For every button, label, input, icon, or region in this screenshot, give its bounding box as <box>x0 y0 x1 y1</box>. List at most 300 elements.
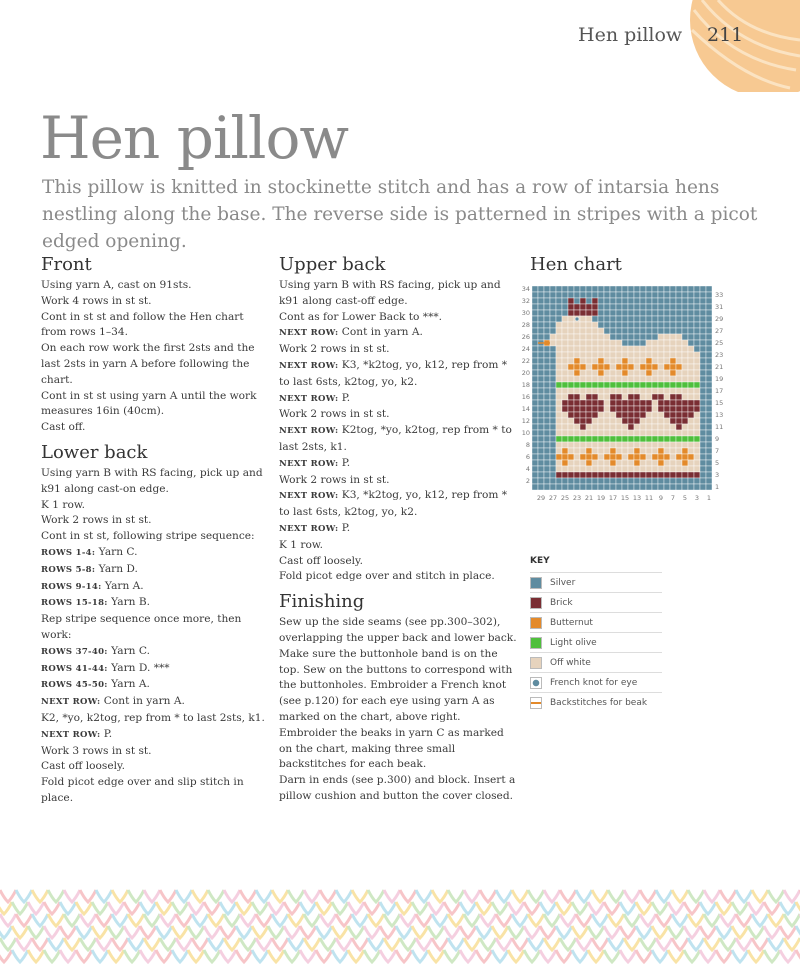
chart-cell <box>670 442 676 448</box>
chart-cell <box>580 382 586 388</box>
chart-cell <box>598 340 604 346</box>
chart-cell <box>604 364 610 370</box>
chart-cell <box>556 406 562 412</box>
chart-cell <box>532 454 538 460</box>
chart-cell <box>598 292 604 298</box>
chart-cell <box>622 442 628 448</box>
knit-stitch <box>768 890 784 902</box>
chart-cell <box>658 292 664 298</box>
chart-cell <box>574 364 580 370</box>
chart-cell <box>616 436 622 442</box>
chart-cell <box>640 466 646 472</box>
chart-cell <box>610 466 616 472</box>
chart-cell <box>622 466 628 472</box>
y-tick-label: 32 <box>521 297 530 305</box>
knit-stitch <box>512 890 528 902</box>
chart-cell <box>646 442 652 448</box>
key-item <box>530 672 662 692</box>
chart-cell <box>682 346 688 352</box>
knit-stitch <box>784 890 800 902</box>
chart-cell <box>538 478 544 484</box>
chart-cell <box>670 478 676 484</box>
chart-cell <box>700 412 706 418</box>
knit-stitch <box>144 938 160 950</box>
chart-cell <box>610 454 616 460</box>
knit-stitch <box>208 890 224 902</box>
chart-cell <box>700 316 706 322</box>
chart-cell <box>694 406 700 412</box>
knit-stitch <box>284 950 300 962</box>
chart-cell <box>706 376 712 382</box>
chart-cell <box>580 400 586 406</box>
chart-cell <box>556 430 562 436</box>
chart-cell <box>544 484 550 490</box>
chart-cell <box>682 310 688 316</box>
page-title: Hen pillow <box>40 104 349 172</box>
chart-cell <box>628 346 634 352</box>
chart-cell <box>628 304 634 310</box>
chart-cell <box>688 316 694 322</box>
knit-stitch <box>512 914 528 926</box>
chart-cell <box>688 406 694 412</box>
chart-cell <box>670 382 676 388</box>
chart-cell <box>700 424 706 430</box>
knit-stitch <box>28 902 44 914</box>
chart-cell <box>556 346 562 352</box>
y-tick-label: 27 <box>715 327 724 335</box>
y-tick-label: 2 <box>525 477 530 485</box>
chart-cell <box>670 328 676 334</box>
chart-cell <box>550 394 556 400</box>
chart-cell <box>694 292 700 298</box>
chart-cell <box>706 358 712 364</box>
chart-cell <box>586 448 592 454</box>
knit-stitch <box>604 902 620 914</box>
knit-stitch <box>140 926 156 938</box>
chart-cell <box>682 388 688 394</box>
chart-cell <box>538 298 544 304</box>
chart-cell <box>610 412 616 418</box>
chart-cell <box>694 316 700 322</box>
chart-cell <box>532 448 538 454</box>
y-tick-label: 6 <box>525 453 530 461</box>
chart-cell <box>670 448 676 454</box>
front-line: Using yarn A, cast on 91sts. <box>41 279 192 291</box>
knit-stitch <box>480 914 496 926</box>
chart-cell <box>622 406 628 412</box>
chart-cell <box>706 472 712 478</box>
knit-stitch <box>720 938 736 950</box>
x-tick-label: 7 <box>670 494 676 502</box>
chart-cell <box>604 346 610 352</box>
chart-cell <box>706 316 712 322</box>
chart-cell <box>634 340 640 346</box>
chart-cell <box>700 478 706 484</box>
chart-cell <box>634 448 640 454</box>
knit-stitch <box>656 890 672 902</box>
chart-cell <box>562 436 568 442</box>
chart-cell <box>568 412 574 418</box>
knit-stitch <box>700 950 716 962</box>
knit-stitch <box>448 890 464 902</box>
chart-cell <box>658 448 664 454</box>
chart-cell <box>676 346 682 352</box>
chart-cell <box>670 322 676 328</box>
chart-cell <box>670 466 676 472</box>
chart-cell <box>670 352 676 358</box>
chart-cell <box>562 292 568 298</box>
knit-stitch <box>604 926 620 938</box>
chart-cell <box>622 400 628 406</box>
chart-cell <box>574 340 580 346</box>
chart-cell <box>670 340 676 346</box>
chart-cell <box>628 340 634 346</box>
chart-cell <box>580 376 586 382</box>
chart-cell <box>586 352 592 358</box>
knit-stitch <box>332 926 348 938</box>
knit-stitch <box>668 950 684 962</box>
chart-cell <box>628 292 634 298</box>
knit-stitch <box>448 914 464 926</box>
chart-cell <box>532 358 538 364</box>
chart-cell <box>616 322 622 328</box>
chart-cell <box>682 334 688 340</box>
chart-cell <box>622 352 628 358</box>
knit-stitch <box>432 890 448 902</box>
chart-cell <box>586 442 592 448</box>
chart-cell <box>682 364 688 370</box>
knit-stitch <box>128 938 144 950</box>
chart-cell <box>616 334 622 340</box>
chart-cell <box>604 286 610 292</box>
chart-cell <box>544 358 550 364</box>
chart-cell <box>556 304 562 310</box>
chart-cell <box>556 436 562 442</box>
chart-cell <box>664 388 670 394</box>
chart-cell <box>658 424 664 430</box>
chart-cell <box>592 352 598 358</box>
left-column <box>41 254 266 807</box>
chart-cell <box>586 436 592 442</box>
chart-cell <box>616 424 622 430</box>
chart-cell <box>544 448 550 454</box>
chart-cell <box>556 298 562 304</box>
chart-cell <box>694 370 700 376</box>
knit-stitch <box>636 902 652 914</box>
chart-cell <box>580 286 586 292</box>
chart-cell <box>604 382 610 388</box>
chart-cell <box>532 472 538 478</box>
next-row: NEXT ROW: K3, *k2tog, yo, k12, rep from * to last 6sts, k2tog, yo, k2. <box>279 358 508 388</box>
knit-stitch <box>0 914 16 926</box>
y-tick-label: 26 <box>521 333 530 341</box>
chart-cell <box>646 316 652 322</box>
chart-cell <box>694 322 700 328</box>
knit-stitch <box>460 926 476 938</box>
knit-stitch <box>620 902 636 914</box>
upper-back-heading: Upper back <box>279 254 386 275</box>
chart-cell <box>688 340 694 346</box>
chart-cell <box>610 304 616 310</box>
chart-cell <box>664 292 670 298</box>
chart-cell <box>610 346 616 352</box>
chart-cell <box>628 436 634 442</box>
chart-cell <box>676 466 682 472</box>
chart-cell <box>598 466 604 472</box>
chart-cell <box>694 394 700 400</box>
chart-cell <box>604 454 610 460</box>
stripe-row: ROWS 15-18: Yarn B. <box>41 596 151 609</box>
chart-cell <box>634 382 640 388</box>
knit-stitch <box>764 902 780 914</box>
stripe-row: ROWS 1-4: Yarn C. <box>41 545 138 558</box>
chart-cell <box>646 346 652 352</box>
chart-cell <box>550 340 556 346</box>
knit-stitch <box>80 914 96 926</box>
chart-cell <box>628 310 634 316</box>
chart-cell <box>586 340 592 346</box>
chart-cell <box>586 310 592 316</box>
knit-stitch <box>396 902 412 914</box>
knit-stitch <box>796 950 800 962</box>
knit-stitch <box>428 926 444 938</box>
knit-stitch <box>0 902 12 914</box>
y-tick-label: 7 <box>715 447 720 455</box>
chart-cell <box>580 460 586 466</box>
knit-stitch <box>236 926 252 938</box>
chart-cell <box>574 286 580 292</box>
knit-stitch <box>768 938 784 950</box>
knit-stitch <box>300 926 316 938</box>
chart-cell <box>544 454 550 460</box>
chart-cell <box>544 466 550 472</box>
chart-cell <box>706 454 712 460</box>
chart-cell <box>706 292 712 298</box>
chart-cell <box>538 388 544 394</box>
chart-cell <box>592 430 598 436</box>
chart-cell <box>682 424 688 430</box>
knit-stitch <box>748 926 764 938</box>
chart-cell <box>640 484 646 490</box>
chart-cell <box>568 328 574 334</box>
chart-cell <box>682 322 688 328</box>
chart-cell <box>598 358 604 364</box>
chart-cell <box>610 316 616 322</box>
chart-cell <box>592 460 598 466</box>
stripe-row: ROWS 45-50: Yarn A. <box>41 678 150 691</box>
chart-cell <box>562 388 568 394</box>
knit-stitch <box>668 902 684 914</box>
chart-cell <box>610 460 616 466</box>
stripe-row: ROWS 5-8: Yarn D. <box>41 562 138 575</box>
stripe-row: ROWS 9-14: Yarn A. <box>41 579 144 592</box>
knit-stitch <box>636 926 652 938</box>
chart-cell <box>568 442 574 448</box>
chart-cell <box>568 322 574 328</box>
chart-cell <box>586 472 592 478</box>
chart-cell <box>568 370 574 376</box>
knit-stitch <box>428 950 444 962</box>
knit-stitch <box>0 890 16 902</box>
chart-cell <box>664 316 670 322</box>
chart-cell <box>586 454 592 460</box>
front-line: Cont in st st and follow the Hen chart from rows 1–34. <box>41 310 244 339</box>
chart-cell <box>694 364 700 370</box>
chart-cell <box>646 292 652 298</box>
chart-cell <box>586 292 592 298</box>
chart-cell <box>532 430 538 436</box>
knit-stitch <box>688 938 704 950</box>
knit-stitch <box>332 950 348 962</box>
chart-cell <box>706 436 712 442</box>
page-number: 211 <box>707 24 744 46</box>
knit-stitch <box>396 950 412 962</box>
knit-stitch <box>716 950 732 962</box>
chart-cell <box>682 442 688 448</box>
knit-stitch <box>156 950 172 962</box>
chart-cell <box>646 340 652 346</box>
knit-stitch <box>272 938 288 950</box>
lower-back-line: Work 2 rows in st st. <box>41 514 152 527</box>
chart-cell <box>676 298 682 304</box>
chart-cell <box>688 394 694 400</box>
chart-cell <box>580 418 586 424</box>
chart-cell <box>580 370 586 376</box>
knit-stitch <box>524 902 540 914</box>
knit-stitch <box>188 950 204 962</box>
chart-cell <box>538 382 544 388</box>
chart-cell <box>682 370 688 376</box>
chart-cell <box>640 310 646 316</box>
y-tick-label: 33 <box>715 291 724 299</box>
chart-cell <box>658 394 664 400</box>
chart-cell <box>640 340 646 346</box>
chart-cell <box>628 400 634 406</box>
x-tick-label: 3 <box>694 494 700 502</box>
front-line: On each row work the first 2sts and the last 2sts in yarn A before following the chart. <box>41 342 255 386</box>
chart-cell <box>562 460 568 466</box>
chart-cell <box>574 310 580 316</box>
chart-cell <box>628 466 634 472</box>
chart-cell <box>694 466 700 472</box>
knit-stitch <box>672 938 688 950</box>
knit-stitch <box>480 938 496 950</box>
chart-cell <box>706 424 712 430</box>
chart-cell <box>694 310 700 316</box>
knit-stitch <box>608 914 624 926</box>
chart-cell <box>622 286 628 292</box>
knit-stitch <box>796 902 800 914</box>
chart-cell <box>574 370 580 376</box>
chart-cell <box>634 424 640 430</box>
knit-stitch <box>16 938 32 950</box>
chart-cell <box>676 328 682 334</box>
chart-cell <box>694 340 700 346</box>
chart-cell <box>628 376 634 382</box>
finishing-heading: Finishing <box>279 591 365 613</box>
chart-cell <box>532 322 538 328</box>
knit-stitch <box>316 950 332 962</box>
chart-cell <box>694 328 700 334</box>
knit-stitch <box>780 926 796 938</box>
chart-cell <box>544 298 550 304</box>
chart-cell <box>532 478 538 484</box>
knit-stitch <box>64 938 80 950</box>
chart-cell <box>550 442 556 448</box>
chart-cell <box>634 346 640 352</box>
chart-cell <box>592 472 598 478</box>
chart-cell <box>670 358 676 364</box>
chart-cell <box>556 454 562 460</box>
chart-cell <box>538 310 544 316</box>
knit-stitch <box>592 890 608 902</box>
chart-cell <box>568 364 574 370</box>
chart-cell <box>682 382 688 388</box>
chart-cell <box>700 322 706 328</box>
chart-cell <box>694 448 700 454</box>
chart-cell <box>580 340 586 346</box>
chart-cell <box>646 304 652 310</box>
chart-cell <box>604 370 610 376</box>
chart-cell <box>568 304 574 310</box>
chart-cell <box>658 346 664 352</box>
knit-stitch <box>96 890 112 902</box>
chart-cell <box>550 436 556 442</box>
chart-cell <box>568 472 574 478</box>
chart-cell <box>580 328 586 334</box>
next-row: NEXT ROW: P. <box>279 391 351 404</box>
chart-cell <box>586 424 592 430</box>
upper-back-line: Work 2 rows in st st. <box>279 473 390 486</box>
chart-cell <box>610 472 616 478</box>
chart-cell <box>706 448 712 454</box>
knit-stitch <box>208 938 224 950</box>
chart-cell <box>688 418 694 424</box>
chart-cell <box>532 388 538 394</box>
knit-stitch <box>224 938 240 950</box>
next-row: NEXT ROW: K3, *k2tog, yo, k12, rep from * to last 6sts, k2tog, yo, k2. <box>279 489 508 519</box>
chart-cell <box>694 346 700 352</box>
chart-cell <box>658 322 664 328</box>
chart-cell <box>694 400 700 406</box>
chart-cell <box>580 358 586 364</box>
knit-stitch <box>736 914 752 926</box>
chart-cell <box>550 424 556 430</box>
knit-stitch <box>128 890 144 902</box>
knit-stitch <box>236 902 252 914</box>
knit-stitch <box>12 902 28 914</box>
knit-stitch <box>44 926 60 938</box>
chart-cell <box>640 394 646 400</box>
lower-back-line: K 1 row. <box>41 498 86 511</box>
knit-stitch <box>320 938 336 950</box>
knit-stitch <box>172 926 188 938</box>
chart-cell <box>676 412 682 418</box>
chart-cell <box>550 304 556 310</box>
y-tick-label: 28 <box>521 321 530 329</box>
chart-cell <box>628 364 634 370</box>
chart-cell <box>652 376 658 382</box>
chart-cell <box>604 424 610 430</box>
chart-cell <box>664 346 670 352</box>
chart-cell <box>580 394 586 400</box>
knit-stitch <box>640 914 656 926</box>
key-item <box>530 572 662 592</box>
y-tick-label: 3 <box>715 471 720 479</box>
y-tick-label: 20 <box>521 369 530 377</box>
y-tick-label: 22 <box>521 357 530 365</box>
chart-cell <box>646 358 652 364</box>
